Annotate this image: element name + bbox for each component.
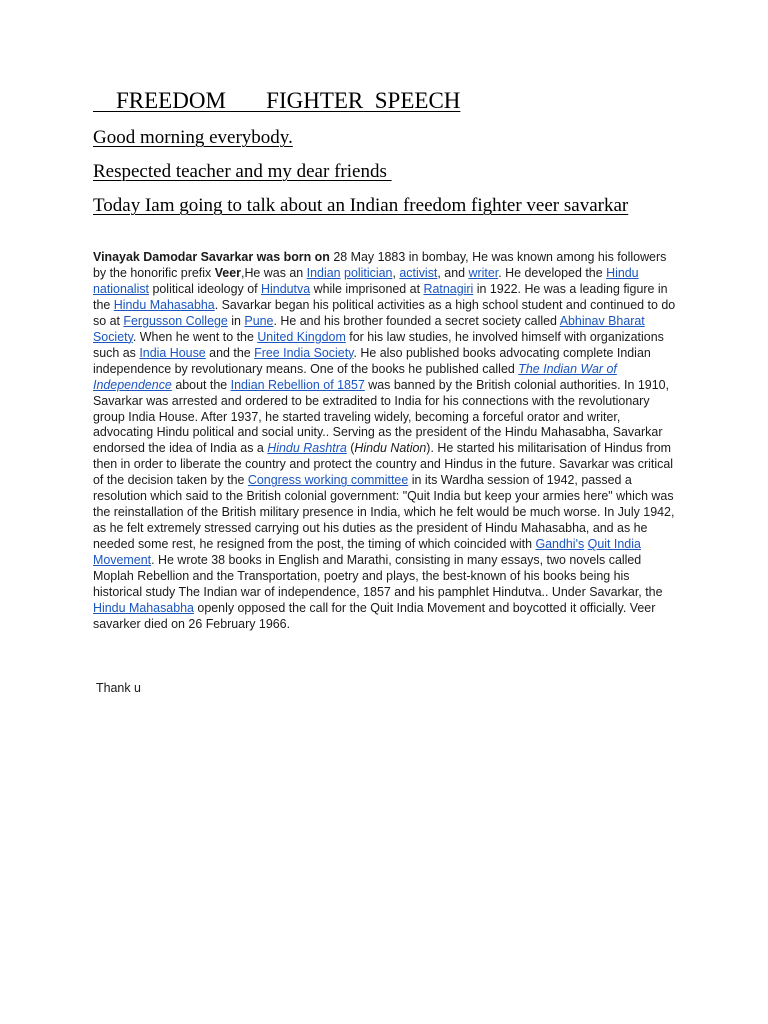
body-text-span: ). He started his militarisation of Hindus from then in order to liberate the country and protect the country and Hindus in the future. Savarkar was critical of the decision taken by the: [93, 441, 674, 488]
italic-hindu-nation: Hindu Nation: [354, 441, 427, 456]
link-indian[interactable]: Indian: [306, 265, 341, 280]
link-hindutva[interactable]: Hindutva: [261, 281, 311, 296]
link-quit-india-movement[interactable]: Quit India Movement: [93, 537, 641, 568]
biography-paragraph: [93, 250, 681, 633]
link-fergusson-college[interactable]: Fergusson College: [123, 313, 228, 328]
link-gandhi[interactable]: Gandhi's: [535, 537, 585, 552]
veer-bold-text: Veer: [214, 265, 241, 280]
link-india-house[interactable]: India House: [139, 345, 206, 360]
closing-line: Thank u: [96, 681, 141, 695]
link-free-india-society[interactable]: Free India Society: [254, 345, 354, 360]
italic-book-title: The Indian War of Independence: [93, 361, 617, 392]
body-text-span: ,He was an: [240, 265, 307, 280]
body-text-span: , and: [437, 265, 469, 280]
body-text-span: political ideology of: [149, 281, 262, 296]
intro-bold-text: Vinayak Damodar Savarkar was born on: [93, 250, 330, 264]
body-text-span: . He also published books advocating complete Indian independence by revolutionary means. One of the books he published called: [93, 345, 651, 376]
body-text-span: 28 May 1883 in bombay, He was known among his followers by the honorific prefix: [93, 250, 667, 280]
body-text-span: openly opposed the call for the Quit India Movement and boycotted it officially. Veer savarker died on 26 February 1966.: [93, 600, 656, 631]
link-pune[interactable]: Pune: [244, 313, 274, 328]
link-abhinav-bharat-society[interactable]: Abhinav Bharat Society: [93, 313, 645, 344]
link-activist[interactable]: activist: [399, 265, 438, 280]
body-text-span: . He wrote 38 books in English and Marathi, consisting in many essays, two novels called Moplah Rebellion and the Transportation, poetry and plays, the best-known of his books being his historical study The Indian war of independence, 1857 and his pamphlet Hindutva.. Under Savarkar, the: [93, 553, 663, 600]
greeting-line: Good morning everybody.: [93, 127, 293, 148]
body-text-span: and the: [205, 345, 255, 360]
link-congress-working-committee[interactable]: Congress working committee: [247, 473, 409, 488]
body-text-span: was banned by the British colonial authorities. In 1910, Savarkar was arrested and ordered to be extradited to India for his connections with the revolutionary group India House. After 1937, he started traveling widely, becoming a forceful orator and writer, advocating Hindu political and social unity.. Serving as the president of the Hindu Mahasabha, Savarkar endorsed the idea of India as a: [93, 377, 670, 456]
body-text-span: about the: [171, 377, 231, 392]
italic-hindu-rashtra: Hindu Rashtra: [267, 441, 347, 456]
link-hindu-mahasabha[interactable]: Hindu Mahasabha: [113, 297, 215, 312]
body-text-span: . He developed the: [498, 265, 607, 280]
body-text-span: (: [346, 441, 355, 456]
link-writer[interactable]: writer: [468, 265, 499, 280]
body-text-span: in 1922. He was a leading figure in the: [93, 281, 668, 312]
page-title: FREEDOM FIGHTER SPEECH: [93, 88, 461, 113]
body-text-span: . Savarkar began his political activities as a high school student and continued to do so at: [93, 297, 676, 328]
body-text-span: . When he went to the: [132, 329, 258, 344]
body-text-span: while imprisoned at: [310, 281, 424, 296]
link-politician[interactable]: politician: [344, 265, 393, 280]
body-text-span: . He and his brother founded a secret society called: [273, 313, 560, 328]
salutation-line: Respected teacher and my dear friends: [93, 161, 392, 182]
body-text-span: in: [227, 313, 245, 328]
body-text-span: in its Wardha session of 1942, passed a resolution which said to the British colonial government: "Quit India but keep your armies here" which was the reinstallation of the British military presence in India, which he felt would be much worse. In July 1942, as he felt extremely stressed carrying out his duties as the president of Hindu Mahasabha, and as he needed some rest, he resigned from the post, the timing of which coincided with: [93, 473, 675, 552]
body-text-span: for his law studies, he involved himself with organizations such as: [93, 329, 664, 360]
link-indian-rebellion-1857[interactable]: Indian Rebellion of 1857: [230, 377, 365, 392]
link-hindu-nationalist[interactable]: Hindu nationalist: [93, 265, 639, 296]
link-hindu-mahasabha-2[interactable]: Hindu Mahasabha: [93, 600, 194, 615]
link-hindu-rashtra[interactable]: [267, 441, 347, 455]
body-text-span: ,: [392, 265, 400, 280]
link-united-kingdom[interactable]: United Kingdom: [257, 329, 346, 344]
link-ratnagiri[interactable]: Ratnagiri: [423, 281, 474, 296]
topic-line: Today Iam going to talk about an Indian freedom fighter veer savarkar: [93, 195, 629, 216]
